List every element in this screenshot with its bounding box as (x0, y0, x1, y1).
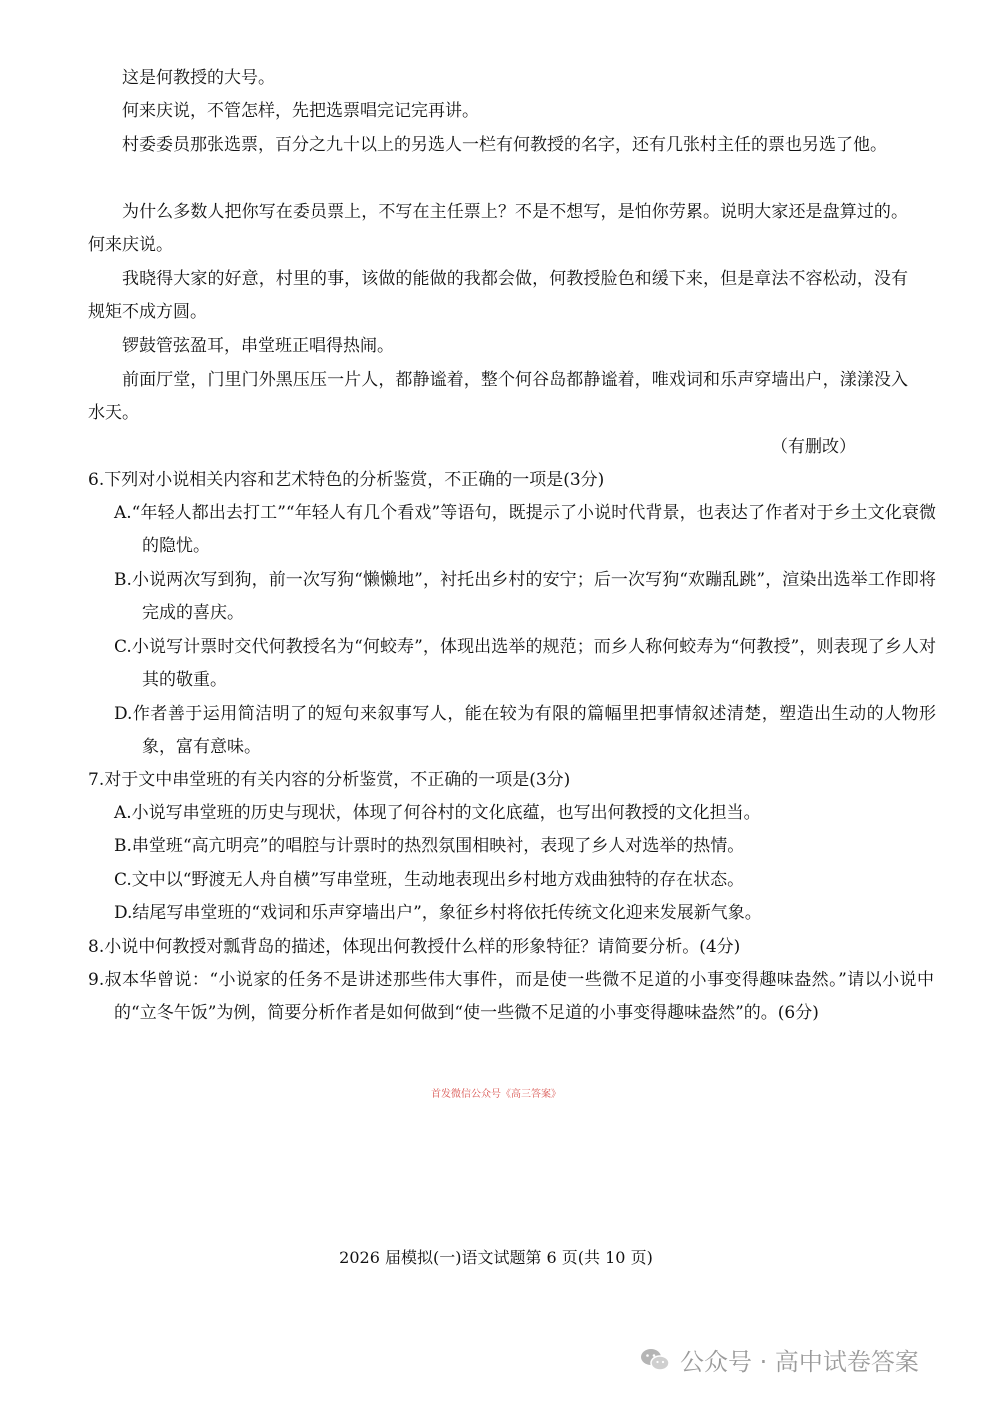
wechat-account-label: 公众号 · 高中试卷答案 (680, 1348, 919, 1376)
question-6-option-b: B.小说两次写到狗，前一次写狗“懒懒地”，衬托出乡村的安宁；后一次写狗“欢蹦乱跳”，渲染出选举工作即将完成的喜庆。 (114, 570, 936, 623)
question-7-option-a: A.小说写串堂班的历史与现状，体现了何谷村的文化底蕴，也写出何教授的文化担当。 (114, 803, 761, 823)
question-6-option-c: C.小说写计票时交代何教授名为“何蛟寿”，体现出选举的规范；而乡人称何蛟寿为“何教授”，则表现了乡人对其的敬重。 (114, 637, 936, 690)
passage-paragraph: 前面厅堂，门里门外黑压压一片人，都静谧着，整个何谷岛都静谧着，唯戏词和乐声穿墙出户，漾漾没入水天。 (88, 370, 908, 423)
question-7-option-b: B.串堂班“高亢明亮”的唱腔与计票时的热烈氛围相映衬，表现了乡人对选举的热情。 (114, 836, 745, 856)
question-7-option-d: D.结尾写串堂班的“戏词和乐声穿墙出户”，象征乡村将依托传统文化迎来发展新气象。 (114, 903, 762, 923)
question-6-option-a: A.“年轻人都出去打工”“年轻人有几个看戏”等语句，既提示了小说时代背景，也表达了作者对于乡土文化衰微的隐忧。 (114, 503, 936, 556)
passage-paragraph: 锣鼓管弦盈耳，串堂班正唱得热闹。 (122, 336, 394, 356)
revision-credit: （有删改） (771, 437, 856, 457)
question-7-option-c: C.文中以“野渡无人舟自横”写串堂班，生动地表现出乡村地方戏曲独特的存在状态。 (114, 870, 745, 890)
passage-paragraph: 这是何教授的大号。 (122, 68, 275, 88)
passage-paragraph: 我晓得大家的好意，村里的事，该做的能做的我都会做，何教授脸色和缓下来，但是章法不容松动，没有规矩不成方圆。 (88, 269, 908, 322)
passage-paragraph: 何来庆说，不管怎样，先把选票唱完记完再讲。 (122, 101, 479, 121)
wechat-icon (640, 1347, 670, 1373)
question-7-stem: 7.对于文中串堂班的有关内容的分析鉴赏，不正确的一项是(3分) (88, 770, 571, 790)
passage-paragraph: 村委委员那张选票，百分之九十以上的另选人一栏有何教授的名字，还有几张村主任的票也另选了他。 (122, 135, 887, 155)
question-8: 8.小说中何教授对瓢背岛的描述，体现出何教授什么样的形象特征？请简要分析。(4分) (88, 937, 741, 957)
page-footer: 2026 届模拟(一)语文试题第 6 页(共 10 页) (339, 1248, 653, 1267)
question-6-stem: 6.下列对小说相关内容和艺术特色的分析鉴赏，不正确的一项是(3分) (88, 470, 605, 490)
wechat-badge (640, 1342, 919, 1377)
passage-paragraph: 为什么多数人把你写在委员票上，不写在主任票上？不是不想写，是怕你劳累。说明大家还是盘算过的。何来庆说。 (88, 202, 908, 255)
question-6-option-d: D.作者善于运用简洁明了的短句来叙事写人，能在较为有限的篇幅里把事情叙述清楚，塑造出生动的人物形象，富有意味。 (114, 704, 936, 757)
watermark-text: 首发微信公众号《高三答案》 (431, 1089, 561, 1100)
question-9: 9.叔本华曾说：“小说家的任务不是讲述那些伟大事件，而是使一些微不足道的小事变得趣味盎然。”请以小说中的“立冬午饭”为例，简要分析作者是如何做到“使一些微不足道的小事变得趣味盎然”的。(6分) (88, 970, 934, 1023)
